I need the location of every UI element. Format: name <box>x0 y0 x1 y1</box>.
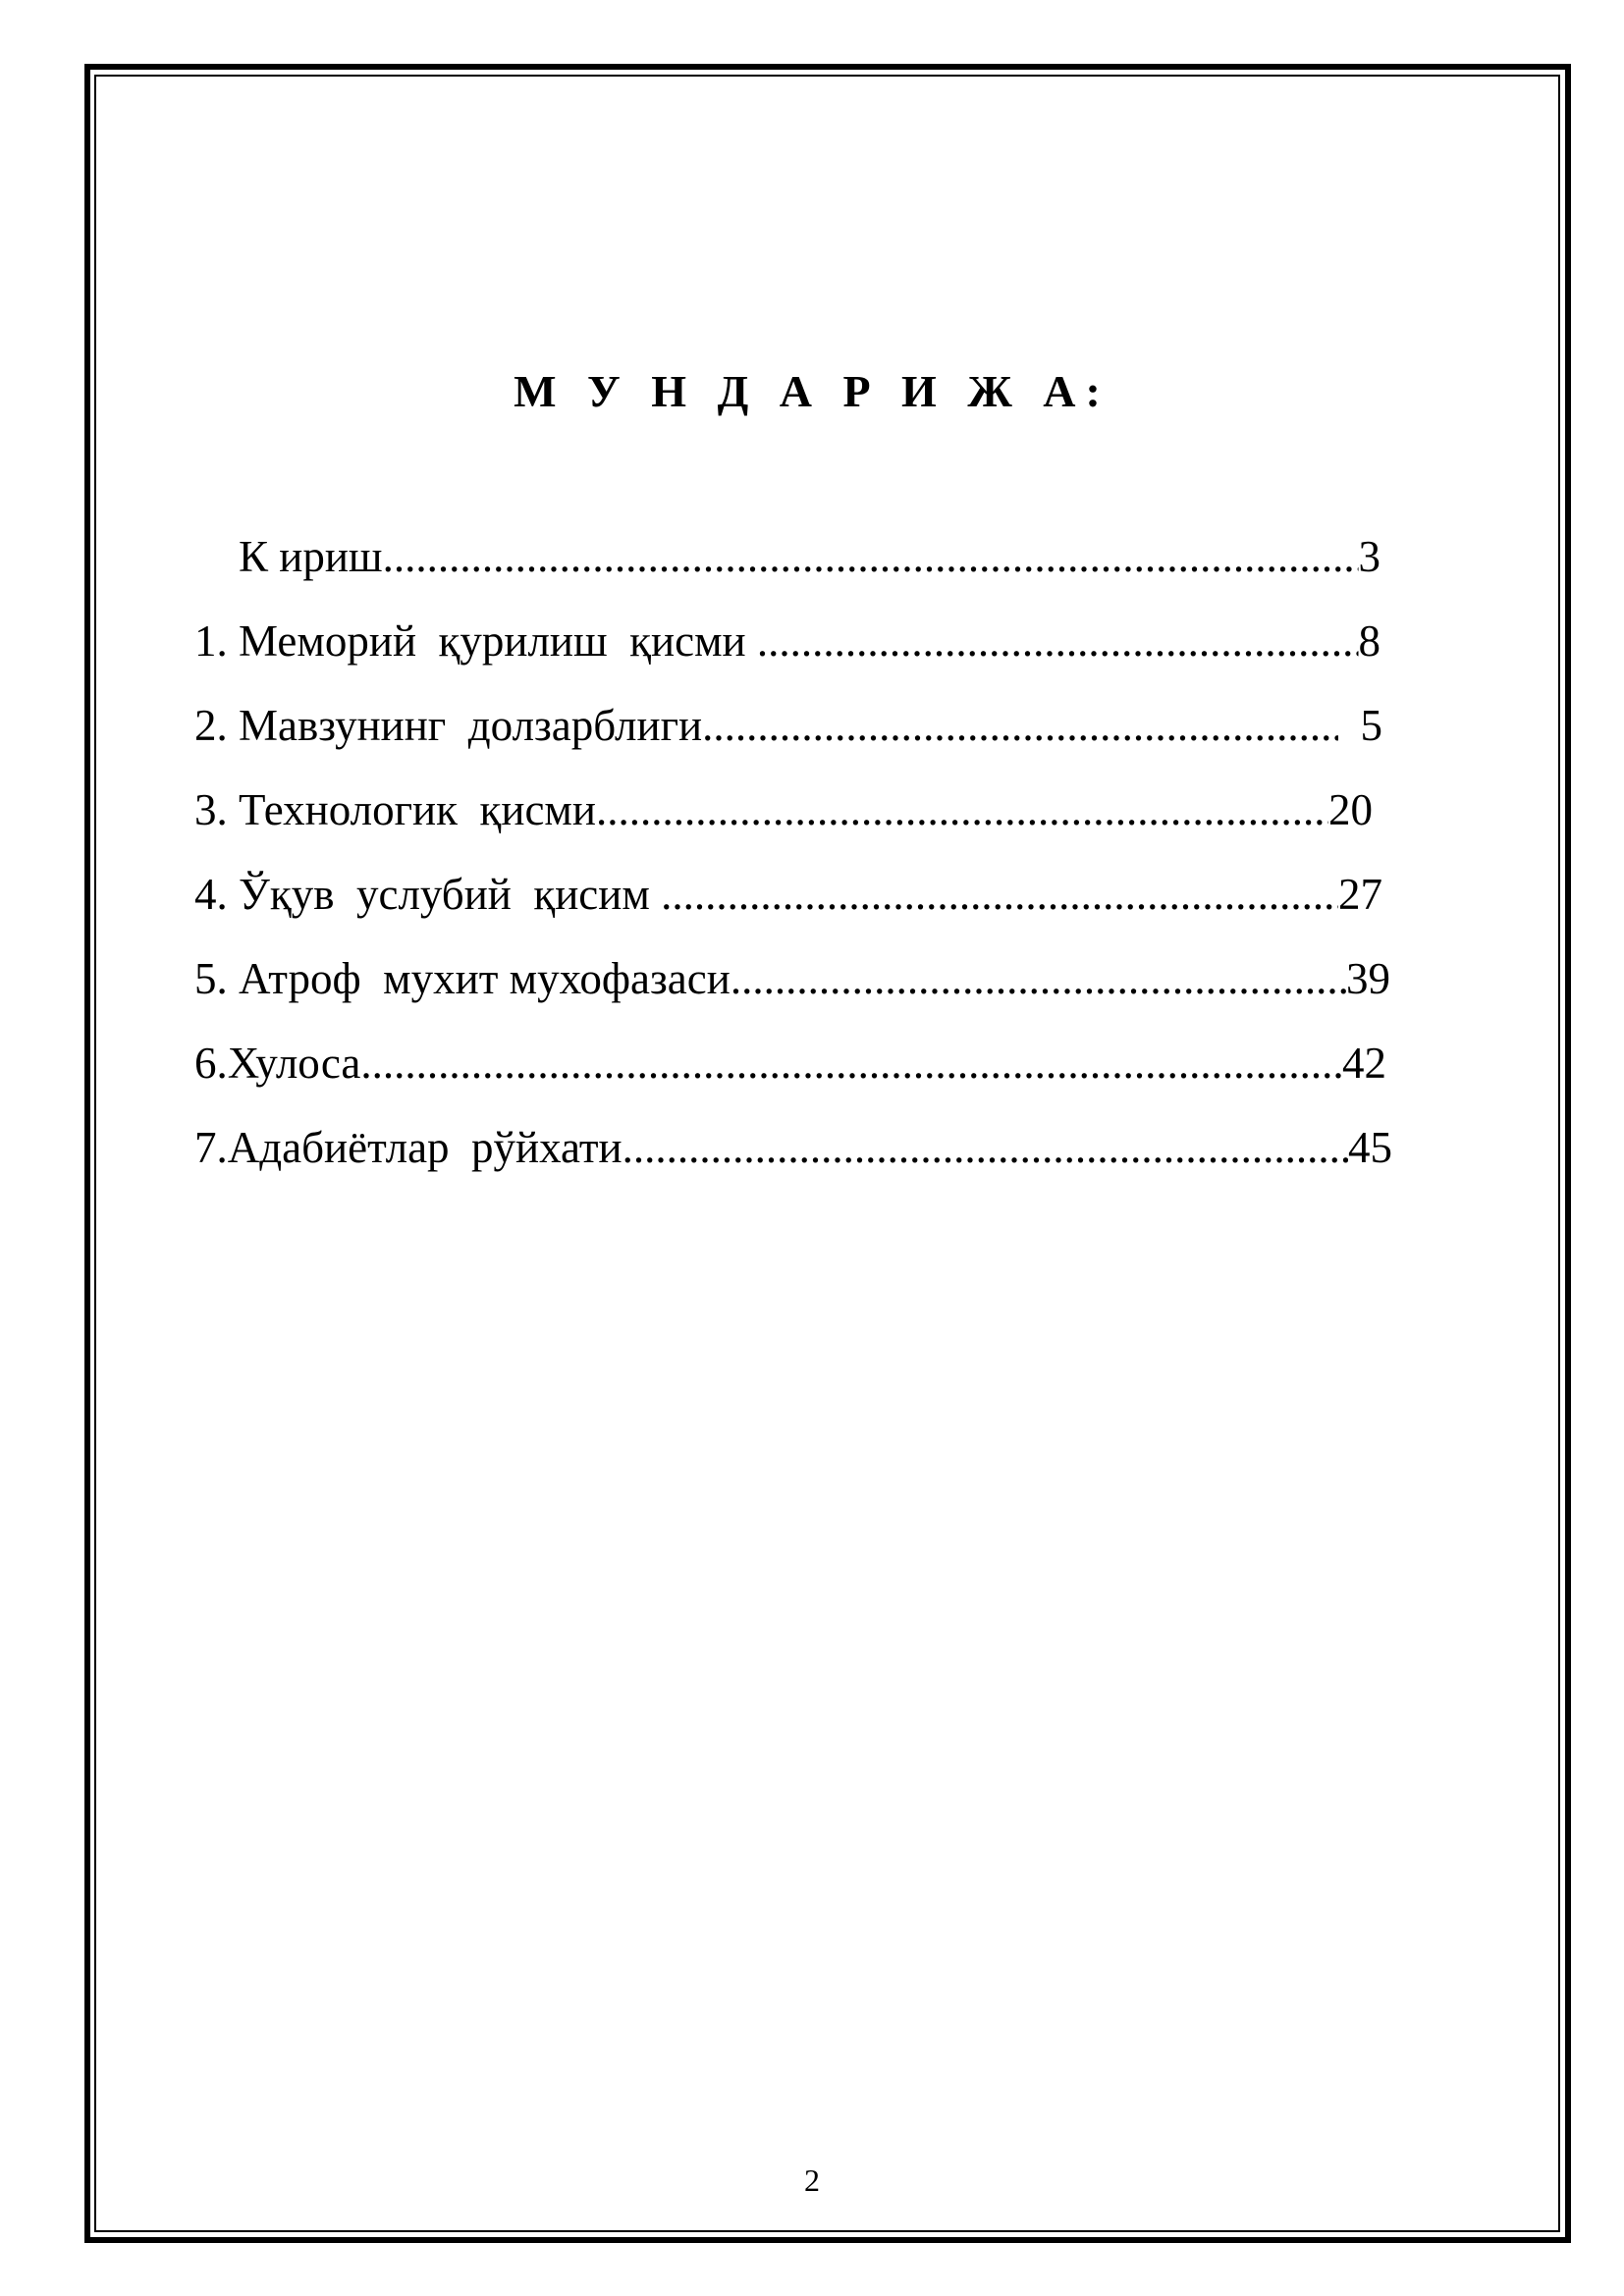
toc-entry-page: 39 <box>1346 954 1390 1003</box>
page-title: М У Н Д А Р И Ж А: <box>514 366 1110 416</box>
toc-entry <box>194 616 1380 704</box>
toc-dot-leader <box>731 957 1346 1001</box>
toc-entry <box>194 954 1390 1041</box>
toc-entry-label: 3. Технологик қисми <box>194 785 596 834</box>
toc-entry <box>194 785 1373 873</box>
toc-entry-label: 6.Хулоса <box>194 1039 361 1088</box>
page-number: 2 <box>804 2163 820 2198</box>
toc-entry <box>194 1123 1392 1210</box>
toc-entry <box>194 701 1382 788</box>
toc-entry-page: 27 <box>1338 870 1382 919</box>
toc-entry <box>194 532 1380 619</box>
toc-entry-page: 5 <box>1338 701 1382 750</box>
table-of-contents <box>194 532 1402 1210</box>
toc-dot-leader <box>757 619 1359 664</box>
toc-entry-label: 2. Мавзунинг долзарблиги <box>194 701 703 750</box>
toc-dot-leader <box>702 704 1338 748</box>
toc-entry <box>194 870 1382 957</box>
toc-entry-label: 7.Адабиётлар рўйхати <box>194 1123 623 1172</box>
toc-entry <box>194 1041 1386 1126</box>
toc-entry-label: 4. Ўқув услубий қисим <box>194 870 662 919</box>
toc-entry-page: 8 <box>1358 616 1380 666</box>
toc-dot-leader <box>383 535 1359 579</box>
toc-dot-leader <box>360 1041 1342 1086</box>
toc-dot-leader <box>661 873 1338 917</box>
toc-entry-label: 5. Атроф мухит мухофазаси <box>194 954 731 1003</box>
toc-entry-page: 20 <box>1328 785 1373 834</box>
toc-entry-label: К ириш <box>194 532 383 581</box>
toc-dot-leader <box>623 1126 1348 1170</box>
toc-dot-leader <box>596 788 1328 832</box>
toc-entry-label: 1. Меморий қурилиш қисми <box>194 616 757 666</box>
toc-entry-page: 42 <box>1342 1039 1386 1088</box>
toc-entry-page: 45 <box>1348 1123 1392 1172</box>
toc-entry-page: 3 <box>1358 532 1380 581</box>
